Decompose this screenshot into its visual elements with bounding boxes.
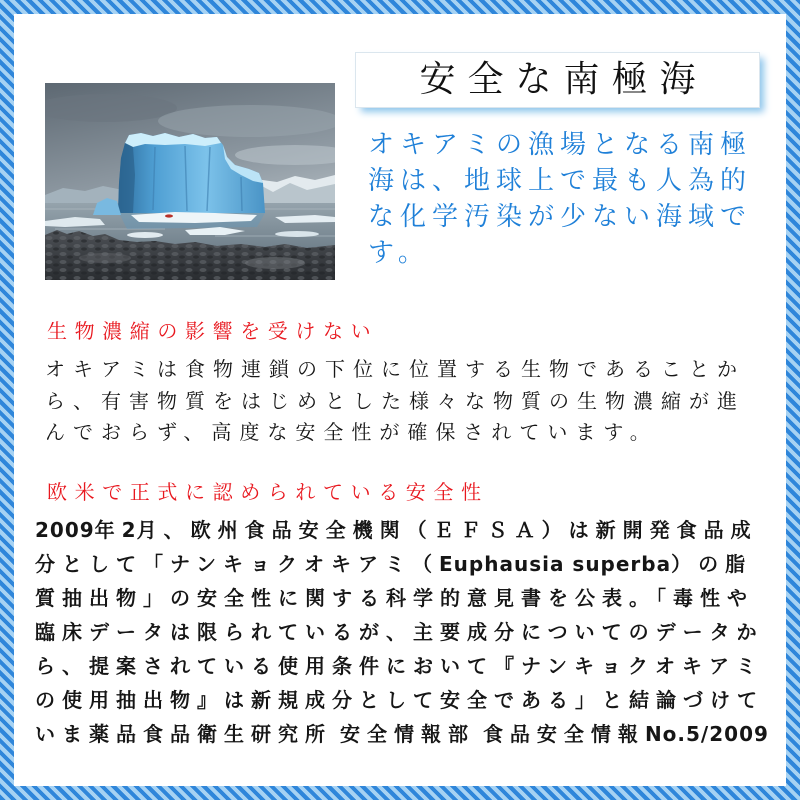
ice-floe — [275, 231, 319, 237]
body-line: ら、有害物質をはじめとした様々な物質の生物濃縮が進 — [45, 388, 745, 413]
intro-line: オキアミの漁場となる南極 — [368, 130, 753, 160]
latin-run: 2 — [121, 518, 137, 542]
latin-run: No.5/2009 — [644, 722, 769, 746]
body-line: 2009年2月、欧州食品安全機関（ＥＦＳＡ）は新開発食品成 — [35, 518, 758, 542]
intro-line: な化学汚染が少ない海域で — [368, 202, 753, 232]
ice-floe — [127, 232, 163, 238]
body-line: オキアミは食物連鎖の下位に位置する生物であることか — [45, 357, 745, 381]
body-line: 分として「ナンキョクオキアミ（Euphausia superba）の脂 — [35, 552, 753, 576]
section-body-bioaccumulation — [45, 354, 745, 449]
gravel-patch — [245, 257, 305, 269]
body-line: 質抽出物」の安全性に関する科学的意見書を公表。「毒性や — [35, 586, 754, 610]
intro-text — [368, 127, 752, 271]
body-line: の使用抽出物』は新規成分として安全である」と結論づけて — [35, 688, 764, 712]
boat — [165, 214, 173, 217]
body-line: んでおらず、高度な安全性が確保されています。 — [45, 420, 658, 444]
body-line: 臨床データは限られているが、主要成分についてのデータか — [35, 620, 764, 644]
page-title: 安全な南極海 — [419, 59, 708, 100]
latin-run: 2009 — [35, 518, 95, 542]
iceberg-photo-drawing — [45, 83, 335, 280]
latin-run — [475, 722, 483, 746]
section-body-safety-approval — [35, 513, 769, 751]
gravel-patch — [79, 253, 131, 263]
intro-line: す。 — [368, 238, 430, 268]
title-banner — [355, 52, 760, 108]
latin-run: Euphausia superba — [439, 552, 672, 576]
latin-run — [332, 722, 340, 746]
cloud — [158, 105, 335, 137]
iceberg-photo — [45, 83, 335, 280]
body-line: ら、提案されている使用条件において『ナンキョクオキアミ — [35, 654, 763, 678]
body-line: いま薬品食品衛生研究所 安全情報部 食品安全情報No.5/2009 — [35, 722, 769, 746]
section-heading-bioaccumulation: 生物濃縮の影響を受けない — [47, 319, 379, 343]
section-heading-safety-approval: 欧米で正式に認められている安全性 — [47, 480, 489, 504]
intro-line: 海は、地球上で最も人為的 — [368, 166, 753, 196]
